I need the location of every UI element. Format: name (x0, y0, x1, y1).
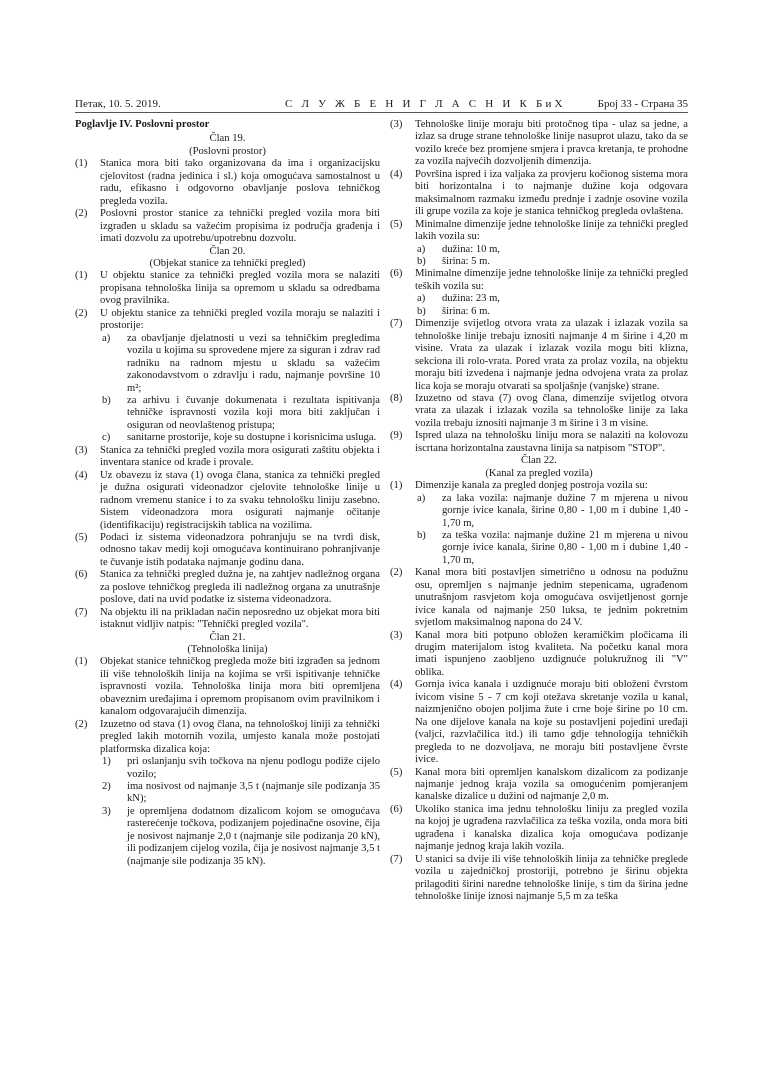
item-number: (2) (390, 567, 403, 579)
item-number: (1) (75, 656, 88, 668)
paragraph (75, 158, 380, 208)
list-item (390, 244, 688, 256)
item-number: 3) (102, 805, 111, 817)
item-number: (6) (390, 268, 403, 280)
item-text: za teška vozila: najmanje dužine 21 m mjerena u nivou gornje ivice kanala, širine 0,80 - 1,00 m i dubine 1,40 - 1,70 m, (442, 529, 688, 566)
item-text: Površina ispred i iza valjaka za provjeru kočionog sistema mora biti horizontalna i to najmanje dužine koja odgovara maksimalnom razmaku između prednje i zadnje osovine vozila ili grupe vozila za koje je stanica tehničkog pregleda ovlaštena. (415, 168, 688, 218)
article-title: Član 20. (209, 245, 246, 257)
paragraph (390, 169, 688, 219)
item-number: c) (102, 432, 111, 444)
item-text: za obavljanje djelatnosti u vezi sa tehničkim pregledima vozila u kojima su sprovedene mjere za siguran i zdrav rad radniku na radnom mjestu u skladu sa važećim zakonodavstvom o zdravlju i radu, najmanje površine 10 m²; (127, 332, 380, 394)
paragraph (75, 270, 380, 307)
item-text: Gornja ivica kanala i uzdignuće moraju biti obloženi čvrstom ivicom visine 5 - 7 cm koji otežava skretanje vozila u kanal, naizmjenično obojen poljima žute i crne boje širine po 10 cm. Na one dijelove kanala na koje su postavljeni pojedini uređaji (valjci, razvlačilica itd.) ili tamo gdje tehnologija tehničkih pregleda to ne dozvoljava, ne moraju biti postavljene čvrste ivice. (415, 679, 688, 766)
paragraph (390, 393, 688, 430)
chapter-heading: Poglavlje IV. Poslovni prostor (75, 119, 210, 130)
item-number: (7) (390, 853, 403, 865)
paragraph (75, 470, 380, 532)
item-text: Minimalne dimenzije jedne tehnološke linije za tehnički pregled teških vozila su: (415, 268, 688, 292)
paragraph (390, 119, 688, 169)
list-item (75, 781, 380, 806)
paragraph (390, 767, 688, 804)
item-number: a) (417, 293, 426, 305)
list-item (75, 806, 380, 868)
item-text: sanitarne prostorije, koje su dostupne i korisnicima usluga. (127, 432, 377, 444)
item-number: a) (417, 492, 426, 504)
article-title: Član 19. (209, 133, 246, 145)
right-column (390, 119, 688, 904)
item-number: (4) (390, 679, 403, 691)
paragraph (390, 854, 688, 904)
item-number: (5) (390, 218, 403, 230)
item-text: Minimalne dimenzije jedne tehnološke linije za tehnički pregled lakih vozila su: (415, 218, 688, 243)
paragraph (75, 532, 380, 569)
paragraph (390, 268, 688, 293)
item-number: b) (417, 529, 426, 541)
article-title: (Kanal za pregled vozila) (485, 467, 593, 479)
paragraph (390, 567, 688, 629)
item-text: za arhivu i čuvanje dokumenata i rezultata ispitivanja tehničke ispravnosti vozila koji mora biti zaključan i osiguran od neovlaštenog pristupa; (127, 394, 380, 431)
item-text: U stanici sa dvije ili više tehnoloških linija za tehničke preglede vozila u zajedničkoj prostoriji, potrebno je širinu objekta prilagoditi širini naredne tehnološke linije, s tim da širina jedne tehnološke linije iznosi najmanje 5,5 m za teška (415, 853, 688, 903)
list-item (75, 432, 380, 444)
item-number: (3) (390, 629, 403, 641)
item-text: Kanal mora biti opremljen kanalskom dizalicom za podizanje najmanje jednog kraja vozila sa omogućenim pomjeranjem kanalske dizalice u dužini od najmanje 2,0 m. (415, 766, 688, 803)
item-number: (3) (75, 444, 88, 456)
item-number: 2) (102, 781, 111, 793)
paragraph (75, 308, 380, 333)
paragraph (75, 656, 380, 718)
item-text: Objekat stanice tehničkog pregleda može biti izgrađen sa jednom ili više tehnoloških linija na kojima se vrši ispitivanje tehničke ispravnosti vozila. Tehnološka linija mora biti opremljena obaveznim uređajima i opremom propisanom ovim pravilnikom i kanalom odgovarajućih dimenzija. (100, 656, 380, 718)
paragraph (390, 430, 688, 455)
list-item (75, 756, 380, 781)
item-text: Kanal mora biti potpuno obložen keramičkim pločicama ili drugim materijalom istog kvaliteta. Na početku kanal mora imati ispunjeno zaobljeno uzdignuće polukružnog ili "V" oblika. (415, 629, 688, 678)
paragraph (75, 569, 380, 606)
item-text: za laka vozila: najmanje dužine 7 m mjerena u nivou gornje ivice kanala, širine 0,80 - 1,00 m i dubine 1,40 - 1,70 m, (442, 492, 688, 529)
paragraph (75, 208, 380, 245)
item-text: U objektu stanice za tehnički pregled vozila mora se nalaziti propisana tehnološka linija sa opremom u skladu sa odredbama ovog pravilnika. (100, 270, 380, 307)
article-title: (Objekat stanice za tehnički pregled) (149, 257, 306, 269)
item-number: (6) (75, 569, 88, 581)
item-text: Ukoliko stanica ima jednu tehnološku liniju za pregled vozila na kojoj je ugrađena razvlačilica za teška vozila, onda mora biti ugrađena i kanalska dizalica koja omogućava podizanje najmanje jednog kraja lakih vozila. (415, 803, 688, 853)
item-number: (3) (390, 119, 403, 130)
paragraph (390, 630, 688, 680)
item-number: 1) (102, 756, 111, 768)
page-header (75, 98, 688, 113)
article-title: Član 21. (209, 631, 246, 643)
item-number: b) (417, 305, 426, 317)
list-item (390, 306, 688, 318)
item-number: (7) (390, 318, 403, 330)
item-text: U objektu stanice za tehnički pregled vozila moraju se nalaziti i prostorije: (100, 307, 380, 332)
item-text: je opremljena dodatnom dizalicom kojom se omogućava rasterećenje točkova, podizanjem pojedinačne osovine, čija je nosivost najmanje 2,0 t (najmanje sile podizanja 20 kN), ili podizanjem cijelog vozila, čija je nosivost najmanje 3,5 t (najmanje sile podizanja 35 kN). (127, 805, 380, 867)
article-title: Član 22. (521, 455, 557, 467)
paragraph (75, 607, 380, 632)
item-text: ima nosivost od najmanje 3,5 t (najmanje sile podizanja 35 kN); (127, 781, 380, 805)
item-number: (4) (390, 168, 403, 180)
paragraph (390, 318, 688, 393)
item-number: (1) (390, 480, 403, 492)
item-number: (5) (75, 531, 88, 543)
item-text: Dimenzije kanala za pregled donjeg postroja vozila su: (415, 480, 648, 492)
item-number: (9) (390, 430, 403, 442)
list-item (390, 493, 688, 530)
item-number: (7) (75, 606, 88, 618)
header-date: Петак, 10. 5. 2019. (75, 98, 161, 110)
item-text: Poslovni prostor stanice za tehnički pregled vozila mora biti izgrađen u skladu sa važećim propisima iz područja građenja i imati dozvolu za upotrebu/upotrebnu dozvolu. (100, 208, 380, 245)
item-number: a) (417, 243, 426, 255)
item-text: dužina: 10 m, (442, 243, 500, 255)
item-number: (2) (75, 307, 88, 319)
item-text: Dimenzije svijetlog otvora vrata za ulazak i izlazak vozila sa tehnološke linije trebaju iznositi najmanje 4 m širine i 4,20 m visine. Vrata za ulazak i izlazak vozila mogu biti klizna, sekciona ili rolo-vrata. Pored vrata za prolaz vozila, na objektu moraju biti izvedena i najmanje jedna odvojena vrata za prolaz lica koja se moraju otvarati sa spoljašnje (vanjske) strane. (415, 318, 688, 392)
item-text: Izuzetno od stava (7) ovog člana, dimenzije svijetlog otvora vrata za ulazak i izlazak vozila sa tehnološke linije za laka vozila trebaju iznositi najmanje 3 m širine i 3 m visine. (415, 392, 688, 429)
item-text: Izuzetno od stava (1) ovog člana, na tehnološkoj liniji za tehnički pregled lakih motornih vozila, umjesto kanala može postojati platformska dizalica koja: (100, 718, 380, 755)
item-number: (8) (390, 392, 403, 404)
item-text: Stanica mora biti tako organizovana da ima i organizacijsku cjelovitost (radna jedinica i sl.) koja omogućava samostalnost u radu, efikasno i odgovorno obavljanje poslova tehničkog pregleda vozila. (100, 158, 380, 207)
item-text: Na objektu ili na prikladan način neposredno uz objekat mora biti istaknut vidljiv natpis: "Tehnički pregled vozila". (100, 606, 380, 631)
header-publication-title: С Л У Ж Б Е Н И Г Л А С Н И К БиХ (285, 98, 566, 110)
item-number: a) (102, 332, 111, 344)
item-number: (6) (390, 803, 403, 815)
item-number: (5) (390, 766, 403, 778)
item-text: Podaci iz sistema videonadzora pohranjuju se na tvrdi disk, odnosno takav medij koji omogućava kontinuirano pohranjivanje te čuvanje istih podataka najmanje godinu dana. (100, 531, 380, 568)
item-text: Stanica za tehnički pregled dužna je, na zahtjev nadležnog organa za poslove tehničkog pregleda ili nadležnog organa za unutrašnje poslove, dati na uvid podatke iz sistema videonadzora. (100, 569, 380, 606)
paragraph (390, 480, 688, 492)
item-number: (4) (75, 469, 88, 481)
item-text: širina: 6 m. (442, 305, 490, 317)
article-title: (Poslovni prostor) (189, 145, 266, 157)
item-number: b) (102, 394, 111, 406)
list-item (390, 256, 688, 268)
item-text: Tehnološke linije moraju biti protočnog tipa - ulaz sa jedne, a izlaz sa druge strane tehnološke linije nasuprot ulazu, tako da se vozilo kreće bez promjene smjera i pravca kretanja, te prohodne za vozila najvećih dozvoljenih dimenzija. (415, 119, 688, 168)
item-text: Ispred ulaza na tehnološku liniju mora se nalaziti na kolovozu iscrtana horizontalna zaustavna linija sa natpisom "STOP". (415, 430, 688, 454)
paragraph (390, 219, 688, 244)
item-text: širina: 5 m. (442, 255, 490, 267)
article-title: (Tehnološka linija) (187, 644, 268, 656)
item-text: Kanal mora biti postavljen simetrično u odnosu na podužnu osu, opremljen s najmanje jednim stepenicama, ugrađenom unutrašnjom rasvjetom koja omogućava osvijetljenost gornje ivice kanala od najmanje 250 luksa, te jednim pokretnim svjetlom maksimalnog napona do 24 V. (415, 567, 688, 629)
item-text: Uz obavezu iz stava (1) ovoga člana, stanica za tehnički pregled je dužna osigurati videonadzor cjelovite tehnološke linije u radnom vremenu stanice i to za svaku tehnološku liniju zasebno. Sistem videonadzora mora osigurati najmanje očitanje (identifikaciju) registracijskih tablica na vozilima. (100, 469, 380, 531)
list-item (390, 530, 688, 567)
paragraph (75, 445, 380, 470)
list-item (390, 293, 688, 305)
header-page-number: Број 33 - Страна 35 (597, 98, 688, 110)
item-text: pri oslanjanju svih točkova na njenu podlogu podiže cijelo vozilo; (127, 756, 380, 780)
left-column (75, 119, 380, 868)
paragraph (75, 719, 380, 756)
list-item (75, 333, 380, 395)
item-number: (2) (75, 208, 88, 220)
item-text: dužina: 23 m, (442, 293, 500, 305)
item-number: (1) (75, 270, 88, 282)
item-number: b) (417, 255, 426, 267)
item-number: (2) (75, 718, 88, 730)
paragraph (390, 804, 688, 854)
paragraph (390, 679, 688, 766)
item-text: Stanica za tehnički pregled vozila mora osigurati zaštitu objekta i inventara stanice od krađe i provale. (100, 444, 380, 469)
list-item (75, 395, 380, 432)
item-number: (1) (75, 158, 88, 170)
